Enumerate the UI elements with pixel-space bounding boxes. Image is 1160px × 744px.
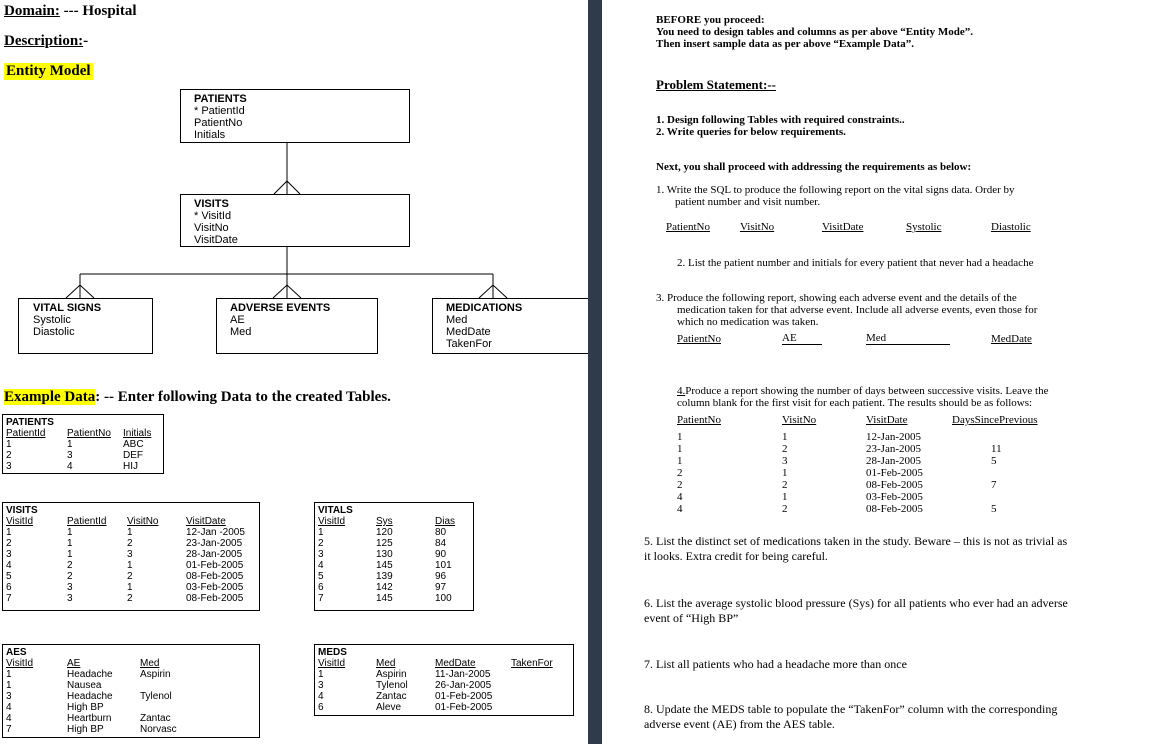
cell: Aspirin (140, 669, 171, 680)
cell: 90 (435, 549, 447, 560)
q4-cell: 1 (782, 491, 788, 503)
col-header: VisitDate (186, 516, 226, 527)
example-data-heading (4, 389, 391, 406)
q6-text-2: event of “High BP” (644, 611, 739, 625)
cell: 100 (435, 593, 452, 604)
entity-attr: MedDate (446, 326, 491, 338)
q4-text-1 (677, 385, 1048, 397)
cell: 2 (6, 538, 12, 549)
entity-adverse-events (216, 298, 378, 354)
cell: High BP (67, 702, 104, 713)
q4-cell: 01-Feb-2005 (866, 467, 923, 479)
cell: 1 (6, 527, 12, 538)
cell: 1 (6, 669, 12, 680)
vitals-data-table (314, 502, 474, 611)
entity-vital-signs (18, 298, 153, 354)
entity-attr: PatientNo (194, 117, 243, 129)
cell: 6 (318, 582, 324, 593)
cell: 7 (6, 724, 12, 735)
col-header: Initials (123, 428, 152, 439)
cell: High BP (67, 724, 104, 735)
cell: 139 (376, 571, 393, 582)
entity-attr: Med (446, 314, 468, 326)
q1-header: Diastolic (991, 221, 1031, 233)
q4-cell: 11 (991, 443, 1002, 455)
cell: 120 (376, 527, 393, 538)
cell: Zantac (376, 691, 407, 702)
cell: 2 (127, 571, 133, 582)
cell: Headache (67, 669, 113, 680)
q4-cell: 2 (677, 467, 683, 479)
cell: 26-Jan-2005 (435, 680, 492, 691)
cell: 3 (6, 691, 12, 702)
entity-visits (180, 194, 410, 247)
cell: 4 (6, 702, 12, 713)
table-title: AES (6, 647, 27, 658)
cell: 2 (67, 571, 73, 582)
q4-cell: 3 (782, 455, 788, 467)
q4-cell: 12-Jan-2005 (866, 431, 921, 443)
q3-header: MedDate (991, 333, 1032, 345)
cell: 2 (318, 538, 324, 549)
q4-header: VisitNo (782, 414, 817, 426)
entity-attr: AE (230, 314, 245, 326)
cell: 1 (127, 527, 133, 538)
cell: 03-Feb-2005 (186, 582, 244, 593)
col-header: TakenFor (511, 658, 553, 669)
q7-text: 7. List all patients who had a headache more than once (644, 657, 907, 671)
cell: 3 (67, 450, 73, 461)
cell: 2 (127, 538, 133, 549)
next-instructions: Next, you shall proceed with addressing the requirements as below: (656, 161, 972, 173)
q4-cell: 28-Jan-2005 (866, 455, 921, 467)
cell: 1 (127, 582, 133, 593)
q1-header: VisitNo (740, 221, 775, 233)
cell: 12-Jan -2005 (186, 527, 245, 538)
cell: 01-Feb-2005 (435, 702, 493, 713)
col-header: VisitId (318, 516, 346, 527)
cell: ABC (123, 439, 144, 450)
cell: 96 (435, 571, 447, 582)
entity-attr: VisitNo (194, 222, 229, 234)
cell: Zantac (140, 713, 171, 724)
cell: 5 (6, 571, 12, 582)
entity-attr: * PatientId (194, 105, 245, 117)
q1-text-1: 1. Write the SQL to produce the following report on the vital signs data. Order by (656, 184, 1015, 196)
cell: 2 (67, 560, 73, 571)
cell: Aspirin (376, 669, 407, 680)
q4-cell: 2 (677, 479, 683, 491)
cell: 1 (67, 538, 73, 549)
cell: Norvasc (140, 724, 177, 735)
visits-data-table (2, 502, 260, 611)
col-header: VisitId (6, 658, 34, 669)
entity-attr: Initials (194, 129, 226, 141)
q4-text-2: column blank for the first visit for each patient. The results should be as follows: (677, 397, 1033, 409)
cell: 1 (67, 439, 73, 450)
q6-text-1: 6. List the average systolic blood pressure (Sys) for all patients who ever had an adverse (644, 596, 1068, 610)
cell: DEF (123, 450, 143, 461)
q4-cell: 7 (991, 479, 997, 491)
table-title: VITALS (318, 505, 353, 516)
cell: 11-Jan-2005 (435, 669, 491, 680)
q3-header: PatientNo (677, 333, 721, 345)
entity-attr: Med (230, 326, 252, 338)
col-header: AE (67, 658, 81, 669)
entity-attr: Diastolic (33, 326, 75, 338)
cell: 97 (435, 582, 447, 593)
cell: 3 (67, 582, 73, 593)
cell: 3 (127, 549, 133, 560)
table-title: VISITS (6, 505, 38, 516)
cell: 7 (6, 593, 12, 604)
q1-header: Systolic (906, 221, 942, 233)
cell: 125 (376, 538, 393, 549)
before-line-1: BEFORE you proceed: (656, 14, 765, 26)
q5-text-2: it looks. Extra credit for being careful. (644, 549, 828, 563)
table-title: PATIENTS (6, 417, 54, 428)
entity-adverse-name: ADVERSE EVENTS (230, 302, 331, 314)
q4-cell: 5 (991, 455, 997, 467)
entity-attr: * VisitId (194, 210, 232, 222)
entity-patients-name: PATIENTS (194, 93, 247, 105)
cell: 80 (435, 527, 447, 538)
col-header: Sys (376, 516, 393, 527)
cell: 3 (6, 461, 12, 472)
q4-cell: 2 (782, 443, 788, 455)
cell: 08-Feb-2005 (186, 571, 244, 582)
col-header: Med (376, 658, 396, 669)
q4-cell: 1 (677, 443, 683, 455)
q4-cell: 08-Feb-2005 (866, 503, 923, 515)
q1-header: PatientNo (666, 221, 710, 233)
cell: 4 (67, 461, 73, 472)
cell: 01-Feb-2005 (435, 691, 493, 702)
q2-text: 2. List the patient number and initials for every patient that never had a headache (677, 257, 1034, 269)
cell: Aleve (376, 702, 402, 713)
cell: 7 (318, 593, 324, 604)
cell: 1 (127, 560, 133, 571)
cell: 1 (6, 680, 12, 691)
cell: 08-Feb-2005 (186, 593, 244, 604)
cell: Tylenol (376, 680, 408, 691)
entity-attr: Systolic (33, 314, 71, 326)
q4-cell: 2 (782, 479, 788, 491)
cell: 130 (376, 549, 393, 560)
cell: 145 (376, 560, 393, 571)
q4-cell: 5 (991, 503, 997, 515)
meds-data-table (314, 644, 574, 716)
cell: 4 (6, 560, 12, 571)
cell: 5 (318, 571, 324, 582)
entity-patients (180, 89, 410, 143)
entity-vital-name: VITAL SIGNS (33, 302, 102, 314)
col-header: VisitId (6, 516, 34, 527)
before-line-3: Then insert sample data as per above “Example Data”. (656, 38, 914, 50)
q3-header: AE (782, 333, 822, 345)
cell: 2 (6, 450, 12, 461)
q3-text-1: 3. Produce the following report, showing each adverse event and the details of the (656, 292, 1017, 304)
cell: 3 (318, 680, 324, 691)
q4-cell: 1 (677, 455, 683, 467)
cell: Headache (67, 691, 113, 702)
cell: 3 (67, 593, 73, 604)
cell: 145 (376, 593, 393, 604)
cell: 84 (435, 538, 447, 549)
q4-number: 4. (677, 385, 686, 397)
domain-value: --- Hospital (59, 3, 137, 19)
cell: 23-Jan-2005 (186, 538, 243, 549)
col-header: Dias (435, 516, 456, 527)
cell: Nausea (67, 680, 102, 691)
q1-text-2: patient number and visit number. (675, 196, 821, 208)
task-2: 2. Write queries for below requirements. (656, 126, 846, 138)
col-header: PatientId (67, 516, 107, 527)
cell: 1 (67, 527, 73, 538)
description-dash: - (83, 33, 89, 49)
cell: 2 (127, 593, 133, 604)
cell: 1 (6, 439, 12, 450)
page-divider (588, 0, 602, 744)
q8-text-1: 8. Update the MEDS table to populate the “TakenFor” column with the corresponding (644, 702, 1058, 716)
entity-meds-name: MEDICATIONS (446, 302, 523, 314)
entity-attr: TakenFor (446, 338, 492, 350)
domain-label: Domain: (4, 3, 60, 19)
q4-header: DaysSincePrevious (952, 414, 1038, 426)
col-header: PatientId (6, 428, 46, 439)
col-header: VisitId (318, 658, 346, 669)
q8-text-2: adverse event (AE) from the AES table. (644, 717, 835, 731)
q4-cell: 1 (782, 467, 788, 479)
q4-header: PatientNo (677, 414, 721, 426)
cell: 6 (6, 582, 12, 593)
q4-cell: 4 (677, 503, 683, 515)
right-document-page (602, 0, 1160, 744)
cell: 1 (318, 527, 324, 538)
cell: 01-Feb-2005 (186, 560, 244, 571)
q4-text-1-body: Produce a report showing the number of days between successive visits. Leave the (685, 385, 1049, 397)
col-header: MedDate (435, 658, 476, 669)
col-header: Med (140, 658, 160, 669)
entity-medications (432, 298, 588, 354)
cell: HIJ (123, 461, 138, 472)
q4-cell: 1 (677, 431, 683, 443)
q4-header: VisitDate (866, 414, 908, 426)
q4-cell: 23-Jan-2005 (866, 443, 921, 455)
entity-model-heading: Entity Model (6, 63, 91, 79)
example-data-label: Example Data (4, 389, 96, 405)
q3-text-2: medication taken for that adverse event. Include all adverse events, even those for (677, 304, 1038, 316)
q4-cell: 08-Feb-2005 (866, 479, 923, 491)
cell: 6 (318, 702, 324, 713)
table-title: MEDS (318, 647, 347, 658)
q4-cell: 1 (782, 431, 788, 443)
patients-data-table (2, 414, 164, 474)
q4-cell: 03-Feb-2005 (866, 491, 923, 503)
cell: 1 (67, 549, 73, 560)
entity-visits-name: VISITS (194, 198, 229, 210)
cell: 28-Jan-2005 (186, 549, 243, 560)
entity-attr: VisitDate (194, 234, 238, 246)
col-header: VisitNo (127, 516, 159, 527)
cell: 4 (318, 691, 324, 702)
cell: 1 (318, 669, 324, 680)
cell: Tylenol (140, 691, 172, 702)
col-header: PatientNo (67, 428, 111, 439)
cell: Heartburn (67, 713, 112, 724)
cell: 4 (318, 560, 324, 571)
q5-text-1: 5. List the distinct set of medications taken in the study. Beware – this is not as trivial as (644, 534, 1068, 548)
cell: 3 (6, 549, 12, 560)
cell: 142 (376, 582, 393, 593)
q3-header: Med (866, 333, 950, 345)
cell: 101 (435, 560, 452, 571)
problem-statement-heading: Problem Statement:-- (656, 77, 776, 92)
before-line-2: You need to design tables and columns as per above “Entity Mode”. (656, 26, 973, 38)
cell: 4 (6, 713, 12, 724)
cell: 3 (318, 549, 324, 560)
task-1: 1. Design following Tables with required constraints.. (656, 114, 905, 126)
q1-header: VisitDate (822, 221, 864, 233)
q3-text-3: which no medication was taken. (677, 316, 819, 328)
example-data-text: : -- Enter following Data to the created Tables. (95, 389, 391, 405)
q4-cell: 2 (782, 503, 788, 515)
aes-data-table (2, 644, 260, 738)
q4-cell: 4 (677, 491, 683, 503)
description-label: Description: (4, 33, 84, 49)
